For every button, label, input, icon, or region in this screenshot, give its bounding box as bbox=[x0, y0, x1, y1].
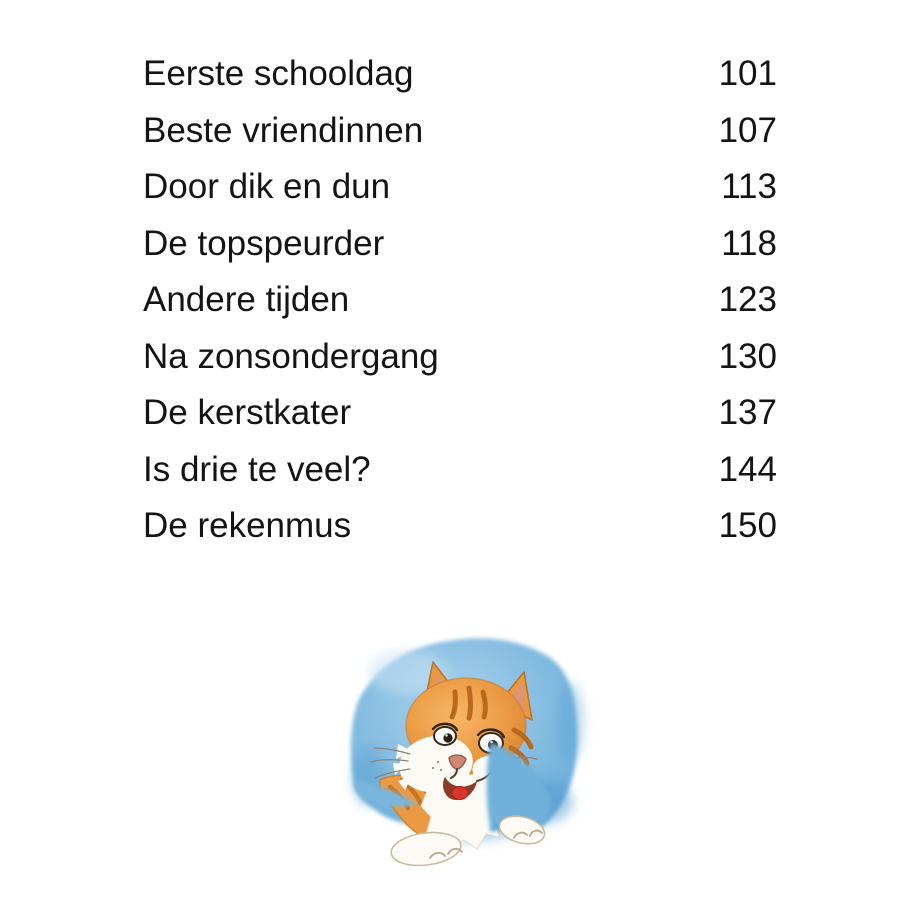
chapter-title: Is drie te veel? bbox=[143, 449, 371, 489]
toc-entry bbox=[143, 272, 777, 329]
chapter-page-number: 137 bbox=[718, 393, 777, 433]
chapter-page-number: 118 bbox=[721, 223, 777, 263]
chapter-page-number: 113 bbox=[721, 167, 777, 207]
toc-entry bbox=[143, 216, 777, 273]
chapter-page-number: 144 bbox=[718, 449, 777, 489]
chapter-title: Andere tijden bbox=[143, 280, 350, 320]
kitten-under-blue-blanket-illustration bbox=[338, 612, 613, 902]
chapter-title: Beste vriendinnen bbox=[143, 110, 424, 150]
chapter-page-number: 107 bbox=[718, 110, 777, 150]
toc-entry bbox=[143, 329, 777, 386]
table-of-contents bbox=[143, 46, 777, 555]
chapter-page-number: 101 bbox=[718, 54, 777, 94]
chapter-page-number: 150 bbox=[718, 506, 777, 546]
chapter-title: De kerstkater bbox=[143, 393, 352, 433]
chapter-title: Na zonsondergang bbox=[143, 336, 439, 376]
toc-entry bbox=[143, 498, 777, 555]
chapter-title: De rekenmus bbox=[143, 506, 352, 546]
toc-entry bbox=[143, 159, 777, 216]
toc-entry bbox=[143, 385, 777, 442]
chapter-page-number: 123 bbox=[718, 280, 777, 320]
toc-entry bbox=[143, 442, 777, 499]
chapter-title: Door dik en dun bbox=[143, 167, 391, 207]
chapter-page-number: 130 bbox=[718, 336, 777, 376]
chapter-title: Eerste schooldag bbox=[143, 54, 414, 94]
toc-entry bbox=[143, 46, 777, 103]
chapter-title: De topspeurder bbox=[143, 223, 385, 263]
toc-entry bbox=[143, 103, 777, 160]
